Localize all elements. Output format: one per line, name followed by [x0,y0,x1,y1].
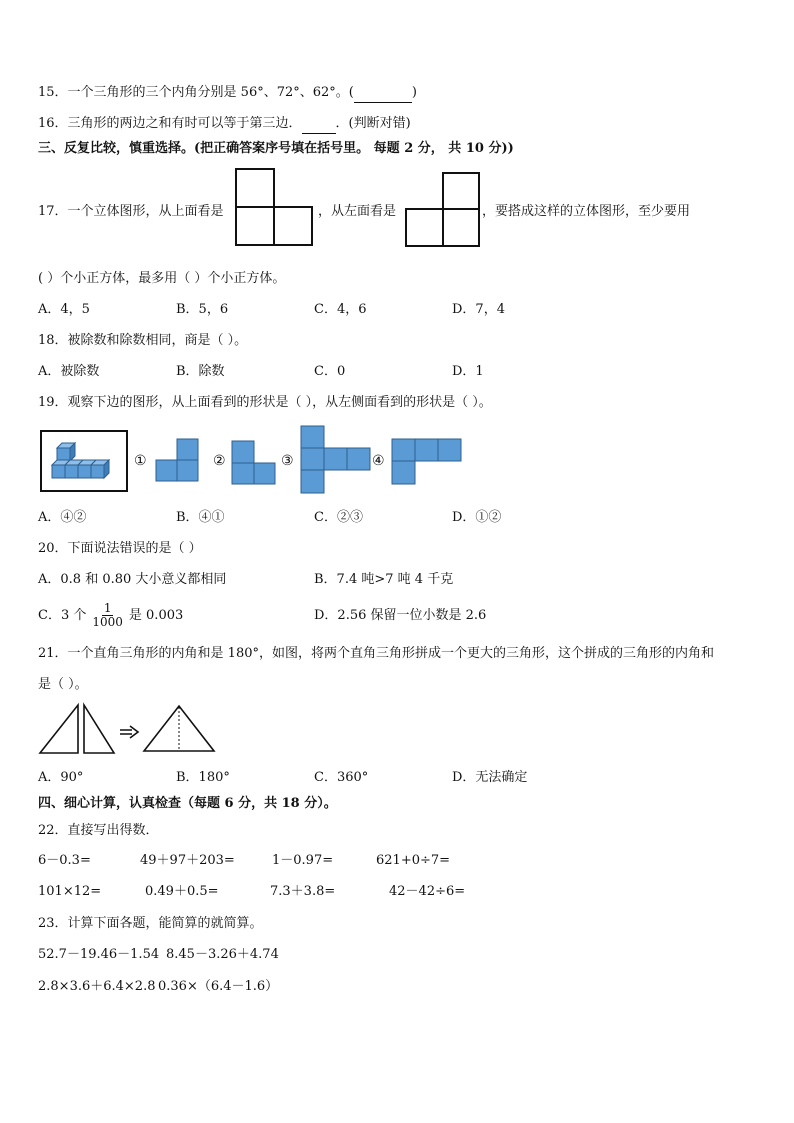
figure-label-4: ④ [372,453,385,469]
q17-option-b[interactable]: B．5，6 [176,302,229,317]
question-20: 20．下面说法错误的是（ ） [38,541,202,556]
question-16-text: 16．三角形的两边之和有时可以等于第三边． [38,116,302,131]
answer-blank-15[interactable] [354,84,412,103]
q18-option-d[interactable]: D．1 [452,364,484,379]
cube-row [52,460,109,478]
question-17-part1: 17．一个立体图形，从上面看是 [38,204,224,219]
q19-option-a[interactable]: A．④② [38,510,87,525]
question-15-close: ) [411,85,417,100]
question-23: 23．计算下面各题，能简算的就简算。 [38,916,263,931]
q21-option-d[interactable]: D．无法确定 [452,770,528,785]
right-triangle-left [40,705,78,753]
combined-triangle [144,706,214,751]
figure-label-3: ③ [281,453,294,469]
fraction [90,602,125,629]
top-view-figure [235,168,315,248]
view-option-2 [231,440,277,486]
view-option-4 [391,438,463,486]
calc-item: 1－0.97= [272,853,334,868]
answer-blank-16[interactable] [302,115,336,134]
calc-item: 6－0.3= [38,853,91,868]
section-3-heading: 三、反复比较，慎重选择。(把正确答案序号填在括号里。 每题 2 分， 共 10 分)) [38,141,514,156]
solid-figure-frame [40,430,128,492]
q19-option-b[interactable]: B．④① [176,510,225,525]
question-15 [38,84,417,103]
calc-item: 0.49＋0.5= [145,884,219,899]
figure-label-2: ② [213,453,226,469]
triangles-figure [38,703,222,755]
question-16 [38,115,411,134]
question-17-part3: ，要搭成这样的立体图形，至少要用 [482,204,691,219]
figure-label-1: ① [134,453,147,469]
q17-option-a[interactable]: A．4，5 [38,302,90,317]
calc-item: 7.3＋3.8= [270,884,336,899]
q17-option-d[interactable]: D．7，4 [452,302,505,317]
q21-option-c[interactable]: C．360° [314,770,369,785]
q18-option-b[interactable]: B．除数 [176,364,225,379]
q18-option-c[interactable]: C．0 [314,364,346,379]
calc-item: 101×12= [38,884,102,899]
calc-item: 42－42÷6= [389,884,466,899]
cube-top [57,443,75,461]
q19-option-c[interactable]: C．②③ [314,510,363,525]
q20-option-c-suffix: 是 0.003 [128,608,184,623]
q20-option-c-prefix: C．3 个 [38,608,87,623]
q20-option-b[interactable]: B．7.4 吨>7 吨 4 千克 [314,572,454,587]
calc-item: 8.45－3.26＋4.74 [166,947,279,962]
question-21-line2: 是（ ）。 [38,677,88,692]
question-15-text: 15．一个三角形的三个内角分别是 56°、72°、62°。( [38,85,354,100]
q17-option-c[interactable]: C．4，6 [314,302,367,317]
q21-option-a[interactable]: A．90° [38,770,84,785]
fraction-numerator: 1 [103,601,112,615]
q19-option-d[interactable]: D．①② [452,510,502,525]
question-17-part2: ，从左面看是 [318,204,397,219]
left-view-figure [405,172,481,248]
calc-item: 2.8×3.6＋6.4×2.8 [38,979,156,994]
question-21-line1: 21．一个直角三角形的内角和是 180°，如图，将两个直角三角形拼成一个更大的三角形，这个拼成的三角形的内角和 [38,646,714,661]
q21-option-b[interactable]: B．180° [176,770,230,785]
calc-item: 621+0÷7= [376,853,451,868]
question-16-tail: ．(判断对错) [335,116,411,131]
calc-item: 49＋97＋203= [140,853,235,868]
fraction-denominator: 1000 [92,615,123,629]
question-19: 19．观察下边的图形，从上面看到的形状是（ ），从左侧面看到的形状是（ ）。 [38,395,492,410]
view-option-1 [155,438,200,483]
calc-item: 0.36×（6.4－1.6） [158,979,279,994]
q20-option-d[interactable]: D．2.56 保留一位小数是 2.6 [314,608,487,623]
question-18: 18．被除数和除数相同，商是（ ）。 [38,333,248,348]
q20-option-a[interactable]: A．0.8 和 0.80 大小意义都相同 [38,572,227,587]
question-22: 22．直接写出得数． [38,823,159,838]
right-triangle-right [84,705,114,753]
section-4-heading: 四、细心计算，认真检查（每题 6 分，共 18 分）。 [38,796,337,811]
view-option-3 [300,425,372,495]
question-17-line2: ( ）个小正方体，最多用（ ）个小正方体。 [38,271,286,286]
calc-item: 52.7－19.46－1.54 [38,947,160,962]
q20-option-c[interactable] [38,599,183,633]
arrow-icon [120,726,138,738]
q18-option-a[interactable]: A．被除数 [38,364,100,379]
